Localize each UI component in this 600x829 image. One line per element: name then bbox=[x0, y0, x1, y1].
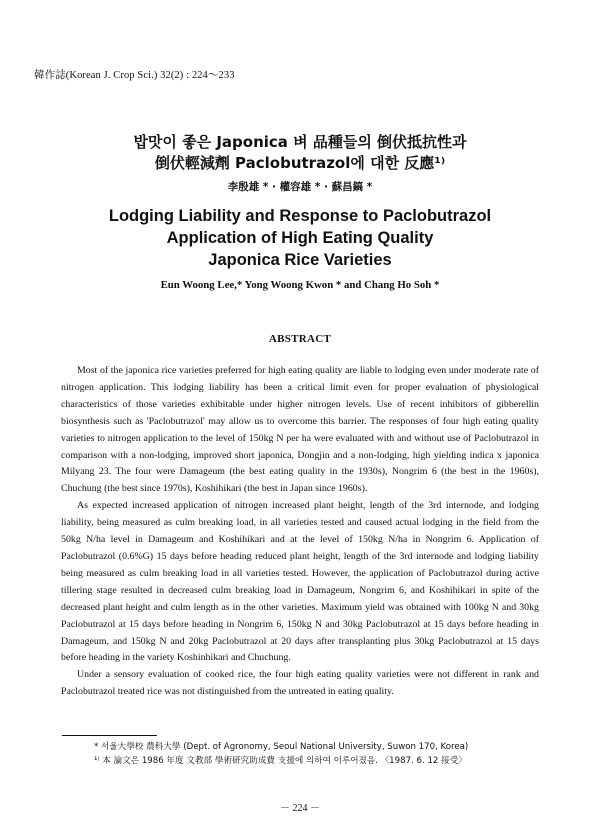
footnote-affiliation: * 서울大學校 農科大學 (Dept. of Agronomy, Seoul National University, Suwon 170, Korea) bbox=[94, 742, 469, 752]
abstract-paragraph-3: Under a sensory evaluation of cooked rice, the four high eating quality varieties were not different in rank and Paclobutrazol treated rice was not distinguished from the untreated in eating quality. bbox=[61, 669, 539, 698]
english-title-line-3: Japonica Rice Varieties bbox=[208, 251, 392, 269]
page-number: － 224 － bbox=[280, 803, 320, 814]
english-title-line-2: Application of High Eating Quality bbox=[166, 229, 434, 247]
korean-title-line-2: 倒伏輕減劑 Paclobutrazol에 대한 反應¹⁾ bbox=[154, 154, 446, 172]
journal-citation: 韓作誌(Korean J. Crop Sci.) 32(2) : 224～233 bbox=[34, 70, 235, 81]
abstract-paragraph-2: As expected increased application of nitrogen increased plant height, length of the 3rd internode, and lodging liability, being measured as culm breaking load, in all varieties tested and caused actual lodging in the field from the 50kg N/ha level in Damageum and Koshihikari and at the level of 150kg N/ha in Nongrim 6. Application of Paclobutrazol (0.6%G) 15 days before heading reduced plant height, length of the 3rd internode and lodging liability being measured as culm breaking load in all varieties tested. However, the application of Paclobutrazol during active tillering stage resulted in decreased culm breaking load in Damageum, Nongrim 6, and Koshihikari in spite of the decreased plant height and culm length as in the other varieties. Maximum yield was obtained with 100kg N and 30kg Paclobutrazol at 15 days before heading in Nongrim 6, 150kg N and 30kg Paclobutrazol at 15 days before heading in Damageum, and 150kg N and 20kg Paclobutrazol at 20 days after transplanting plus 30kg Paclobutrazol at 15 days before heading in the variety Koshinhikari and Chuchung. bbox=[61, 500, 539, 664]
abstract-body bbox=[61, 363, 539, 701]
abstract-heading: ABSTRACT bbox=[268, 333, 332, 345]
korean-authors: 李殷雄 * · 權容雄 * · 蘇昌鎬 * bbox=[227, 181, 373, 193]
english-authors: Eun Woong Lee,* Yong Woong Kwon * and Chang Ho Soh * bbox=[160, 279, 440, 291]
footnote-divider bbox=[62, 735, 157, 736]
korean-title-line-1: 밥맛이 좋은 Japonica 벼 品種들의 倒伏抵抗性과 bbox=[133, 133, 467, 151]
abstract-paragraph-1: Most of the japonica rice varieties preferred for high eating quality are liable to lodging even under moderate rate of nitrogen application. This lodging liability has been a critical limit even for proper evaluation of physiological characteristics of those varieties exhibitable under higher nitrogen levels. Use of recent inhibitors of gibberellin biosynthesis such as 'Paclobutrazol' may allow us to overcome this barrier. The responses of four high eating quality varieties to nitrogen application to the level of 150kg N per ha were evaluated with and without use of Paclobutrazol in comparison with a non-lodging, improved short japonica, Dongjin and a non-lodging, high yielding indica x japonica Milyang 23. The four were Damageum (the best eating quality in the 1930s), Nongrim 6 (the best in the 1960s), Chuchung (the best since 1970s), Koshihikari (the best in Japan since 1960s). bbox=[61, 365, 539, 495]
footnote-funding: ¹⁾ 本 論文은 1986 年度 文教部 學術研究助成費 支援에 의하여 이루어졌음. 〈1987. 6. 12 接受〉 bbox=[94, 756, 467, 766]
english-title-line-1: Lodging Liability and Response to Paclobutrazol bbox=[108, 207, 492, 225]
